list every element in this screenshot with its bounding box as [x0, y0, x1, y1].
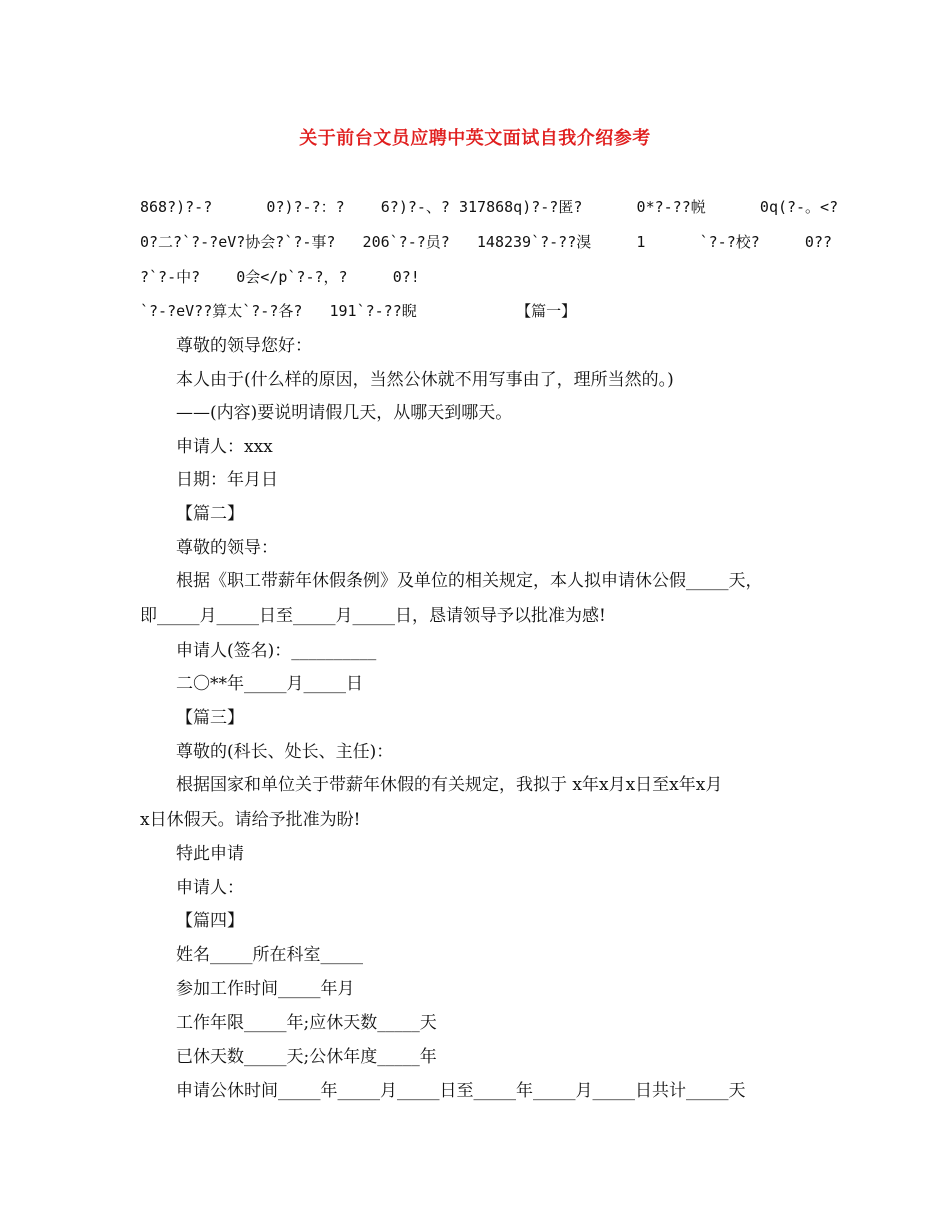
text-line: 本人由于(什么样的原因，当然公休就不用写事由了，理所当然的。) [176, 370, 674, 390]
text-line: `?-?eV??算太`?-?各? 191`?-??睨 【篇一】 [140, 302, 577, 320]
text-line: 尊敬的(科长、处长、主任)： [176, 742, 394, 762]
text-line: 即_____月_____日至_____月_____日，恳请领导予以批准为感! [140, 606, 606, 626]
text-line: 工作年限_____年;应休天数_____天 [176, 1013, 437, 1033]
text-line: 已休天数_____天;公休年度_____年 [176, 1047, 437, 1067]
text-line: ?`?-中? 0会</p`?-?，? 0?! [140, 268, 420, 286]
section-heading: 【篇四】 [176, 911, 244, 931]
text-line: 根据《职工带薪年休假条例》及单位的相关规定，本人拟申请休公假_____天， [176, 571, 763, 591]
text-line: 尊敬的领导您好： [176, 336, 312, 356]
text-line: 申请人： [176, 878, 244, 898]
text-line: x日休假天。请给予批准为盼! [140, 810, 361, 830]
text-line: 二〇**年_____月_____日 [176, 674, 363, 694]
text-line: 姓名_____所在科室_____ [176, 945, 363, 965]
text-line: 根据国家和单位关于带薪年休假的有关规定，我拟于 x年x月x日至x年x月 [176, 775, 723, 795]
document-title: 关于前台文员应聘中英文面试自我介绍参考 [299, 128, 651, 149]
text-line: 特此申请 [176, 844, 244, 864]
text-line: 申请人(签名)：__________ [176, 641, 377, 661]
text-line: 尊敬的领导： [176, 538, 278, 558]
text-line: 0?二?`?-?eV?协会?`?-事? 206`?-?员? 148239`?-??湨 1 `?-?校? 0?? [140, 233, 833, 251]
text-line: ——(内容)要说明请假几天，从哪天到哪天。 [176, 403, 513, 423]
section-heading: 【篇二】 [176, 504, 244, 524]
text-line: 参加工作时间_____年月 [176, 979, 355, 999]
text-line: 申请公休时间_____年_____月_____日至_____年_____月_____日共计_____天 [176, 1081, 746, 1101]
text-line: 868?)?-? 0?)?-?：? 6?)?-、? 317868q)?-?匿? 0*?-??帨 0q(?-。<? [140, 198, 839, 216]
text-line: 日期：年月日 [176, 470, 278, 490]
text-line: 申请人：xxx [176, 437, 273, 457]
section-heading: 【篇三】 [176, 708, 244, 728]
